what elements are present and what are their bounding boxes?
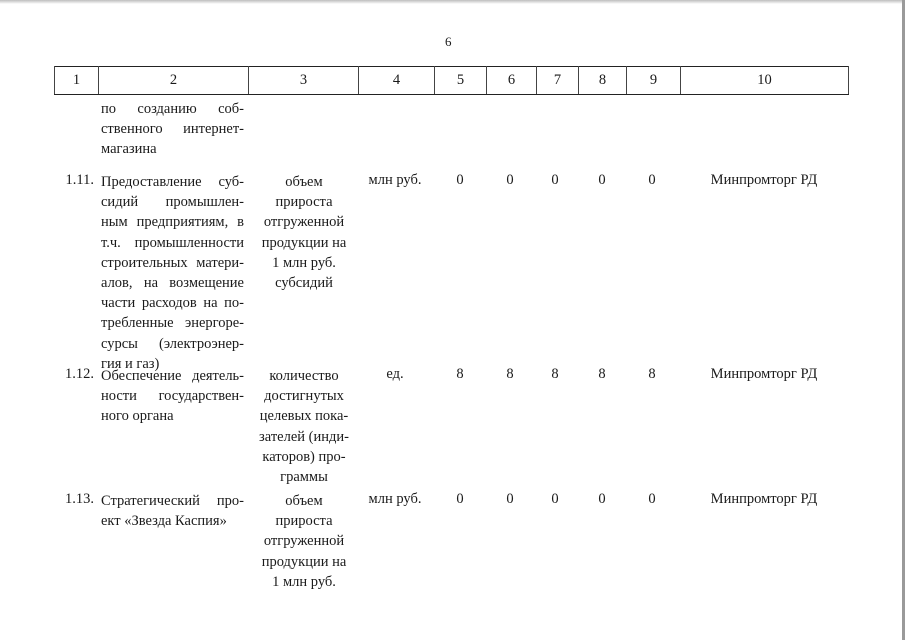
row-number: 1.12.: [65, 366, 94, 382]
header-col-7: 7: [536, 66, 578, 94]
header-col-4: 4: [358, 66, 434, 94]
row-value-7: 0: [551, 491, 559, 507]
row-unit: млн руб.: [368, 172, 422, 188]
row-name: [101, 172, 244, 374]
row-name-line: ект «Звезда Каспия»: [101, 513, 227, 530]
row-value-8: 0: [598, 491, 606, 507]
scan-top-edge: [0, 0, 905, 4]
row-value-8: 0: [598, 172, 606, 188]
row-indicator-line: достигнутых: [264, 388, 344, 405]
row-indicator-line: зателей (инди-: [259, 428, 349, 445]
continuation-line: магазина: [101, 141, 157, 158]
row-value-8: 8: [598, 366, 606, 382]
row-indicator-line: 1 млн руб.: [272, 254, 336, 271]
row-value-9: 8: [648, 366, 656, 382]
continuation-text: [101, 99, 244, 160]
row-name-line: строительных матери-: [101, 254, 244, 271]
row-indicator-line: количество: [269, 368, 339, 384]
row-name-line: Стратегический про-: [101, 493, 244, 509]
header-bottom-rule: [54, 94, 849, 95]
row-indicator-line: 1 млн руб.: [272, 573, 336, 590]
row-executor: Минпромторг РД: [710, 491, 818, 507]
row-name-line: сурсы (электроэнер-: [101, 335, 244, 352]
row-name-line: Предоставление суб-: [101, 174, 244, 190]
row-number: 1.11.: [65, 172, 94, 188]
row-name: [101, 491, 244, 531]
row-name-line: части расходов на по-: [101, 295, 244, 312]
row-indicator: [254, 491, 354, 592]
row-indicator: [254, 172, 354, 293]
row-value-9: 0: [648, 491, 656, 507]
row-name-line: требленные энергоре-: [101, 315, 244, 332]
row-indicator-line: каторов) про-: [262, 448, 346, 465]
row-executor: Минпромторг РД: [710, 172, 818, 188]
row-indicator-line: субсидий: [275, 275, 333, 292]
row-name: [101, 366, 244, 427]
header-col-8: 8: [578, 66, 626, 94]
header-col-5: 5: [434, 66, 486, 94]
row-unit: млн руб.: [368, 491, 422, 507]
row-value-5: 0: [456, 172, 464, 188]
row-value-5: 0: [456, 491, 464, 507]
row-value-6: 0: [506, 491, 514, 507]
row-indicator-line: отгруженной: [263, 214, 345, 231]
row-indicator-line: граммы: [280, 469, 328, 486]
row-indicator-line: продукции на: [261, 234, 347, 251]
row-name-line: Обеспечение деятель-: [101, 368, 244, 384]
row-name-line: ным предприятиям, в: [101, 214, 244, 231]
row-value-6: 8: [506, 366, 514, 382]
row-number: 1.13.: [65, 491, 94, 507]
row-value-7: 0: [551, 172, 559, 188]
row-indicator-line: объем: [285, 174, 323, 190]
continuation-line: ственного интернет-: [101, 121, 244, 138]
row-indicator-line: отгруженной: [263, 533, 345, 550]
row-name-line: ного органа: [101, 408, 174, 425]
continuation-line: по созданию соб-: [101, 101, 244, 117]
row-name-line: т.ч. промышленности: [101, 234, 244, 251]
row-value-6: 0: [506, 172, 514, 188]
header-col-9: 9: [626, 66, 680, 94]
row-executor: Минпромторг РД: [710, 366, 818, 382]
row-indicator-line: целевых пока-: [259, 408, 349, 425]
header-col-2: 2: [98, 66, 248, 94]
row-unit: ед.: [386, 366, 404, 382]
row-indicator-line: продукции на: [261, 553, 347, 570]
header-col-3: 3: [248, 66, 358, 94]
header-col-1: 1: [54, 66, 98, 94]
row-value-7: 8: [551, 366, 559, 382]
page-number: 6: [445, 34, 452, 49]
row-value-9: 0: [648, 172, 656, 188]
row-indicator-line: прироста: [275, 513, 333, 530]
row-indicator: [254, 366, 354, 487]
row-indicator-line: объем: [285, 493, 323, 509]
header-col-10: 10: [680, 66, 849, 94]
header-col-6: 6: [486, 66, 536, 94]
row-indicator-line: прироста: [275, 194, 333, 211]
row-name-line: алов, на возмещение: [101, 275, 244, 292]
row-value-5: 8: [456, 366, 464, 382]
row-name-line: гия и газ): [101, 355, 160, 372]
row-name-line: сидий промышлен-: [101, 194, 244, 211]
row-name-line: ности государствен-: [101, 388, 244, 405]
